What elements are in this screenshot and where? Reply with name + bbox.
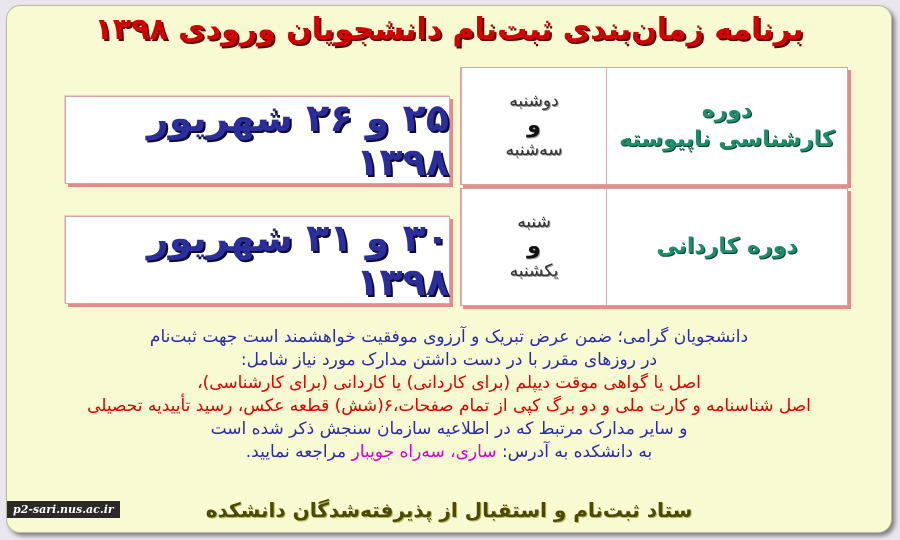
poster-title: برنامه زمان‌بندی ثبت‌نام دانشجویان ورودی ۱۳۹۸ [94, 12, 804, 47]
site-watermark: p2-sari.nus.ac.ir [7, 501, 120, 518]
course-label: دوره کاردانی [656, 233, 798, 259]
notice-line-1: دانشجویان گرامی؛ ضمن عرض تبریک و آرزوی موفقیت خواهشمند است جهت ثبت‌نام [149, 327, 749, 347]
course-cell-bachelor [607, 68, 847, 184]
notice-line-5: و سایر مدارک مرتبط که در اطلاعیه سازمان سنجش ذکر شده است [210, 419, 688, 439]
day-connector: و [527, 113, 541, 139]
footer-signature: ستاد ثبت‌نام و استقبال از پذیرفته‌شدگان دانشکده [205, 498, 693, 522]
date-box-associate: ۳۰ و ۳۱ شهریور ۱۳۹۸ [65, 216, 450, 304]
course-cell-associate [607, 189, 847, 305]
day-first: دوشنبه [509, 91, 559, 111]
announcement-poster [6, 5, 892, 533]
notice-line-6 [7, 441, 891, 464]
address-value: ساری، سه‌راه جویبار [351, 442, 497, 462]
days-cell-bachelor [461, 68, 607, 184]
notice-line-2: در روزهای مقرر با در دست داشتن مدارک مورد نیاز شامل: [240, 350, 658, 370]
address-prefix: به دانشکده به آدرس: [501, 442, 653, 462]
course-label-line2: کارشناسی ناپیوسته [619, 127, 835, 152]
notice-line-3: اصل یا گواهی موقت دیپلم (برای کاردانی) یا کاردانی (برای کارشناسی)، [197, 373, 701, 393]
schedule-row-bachelor [460, 67, 848, 185]
course-label-line1: دوره [701, 98, 753, 124]
day-first: شنبه [517, 212, 551, 232]
notice-text [7, 326, 891, 464]
day-second: یکشنبه [509, 260, 559, 281]
day-connector: و [527, 234, 541, 260]
schedule-row-associate [460, 188, 848, 306]
notice-line-4: اصل شناسنامه و کارت ملی و دو برگ کپی از تمام صفحات،۶(شش) قطعه عکس، رسید تأییدیه تحصیلی [87, 396, 811, 416]
day-second: سه‌شنبه [505, 139, 563, 160]
days-cell-associate [461, 189, 607, 305]
address-suffix: مراجعه نمایید. [245, 442, 347, 462]
date-box-bachelor: ۲۵ و ۲۶ شهریور ۱۳۹۸ [65, 96, 450, 184]
